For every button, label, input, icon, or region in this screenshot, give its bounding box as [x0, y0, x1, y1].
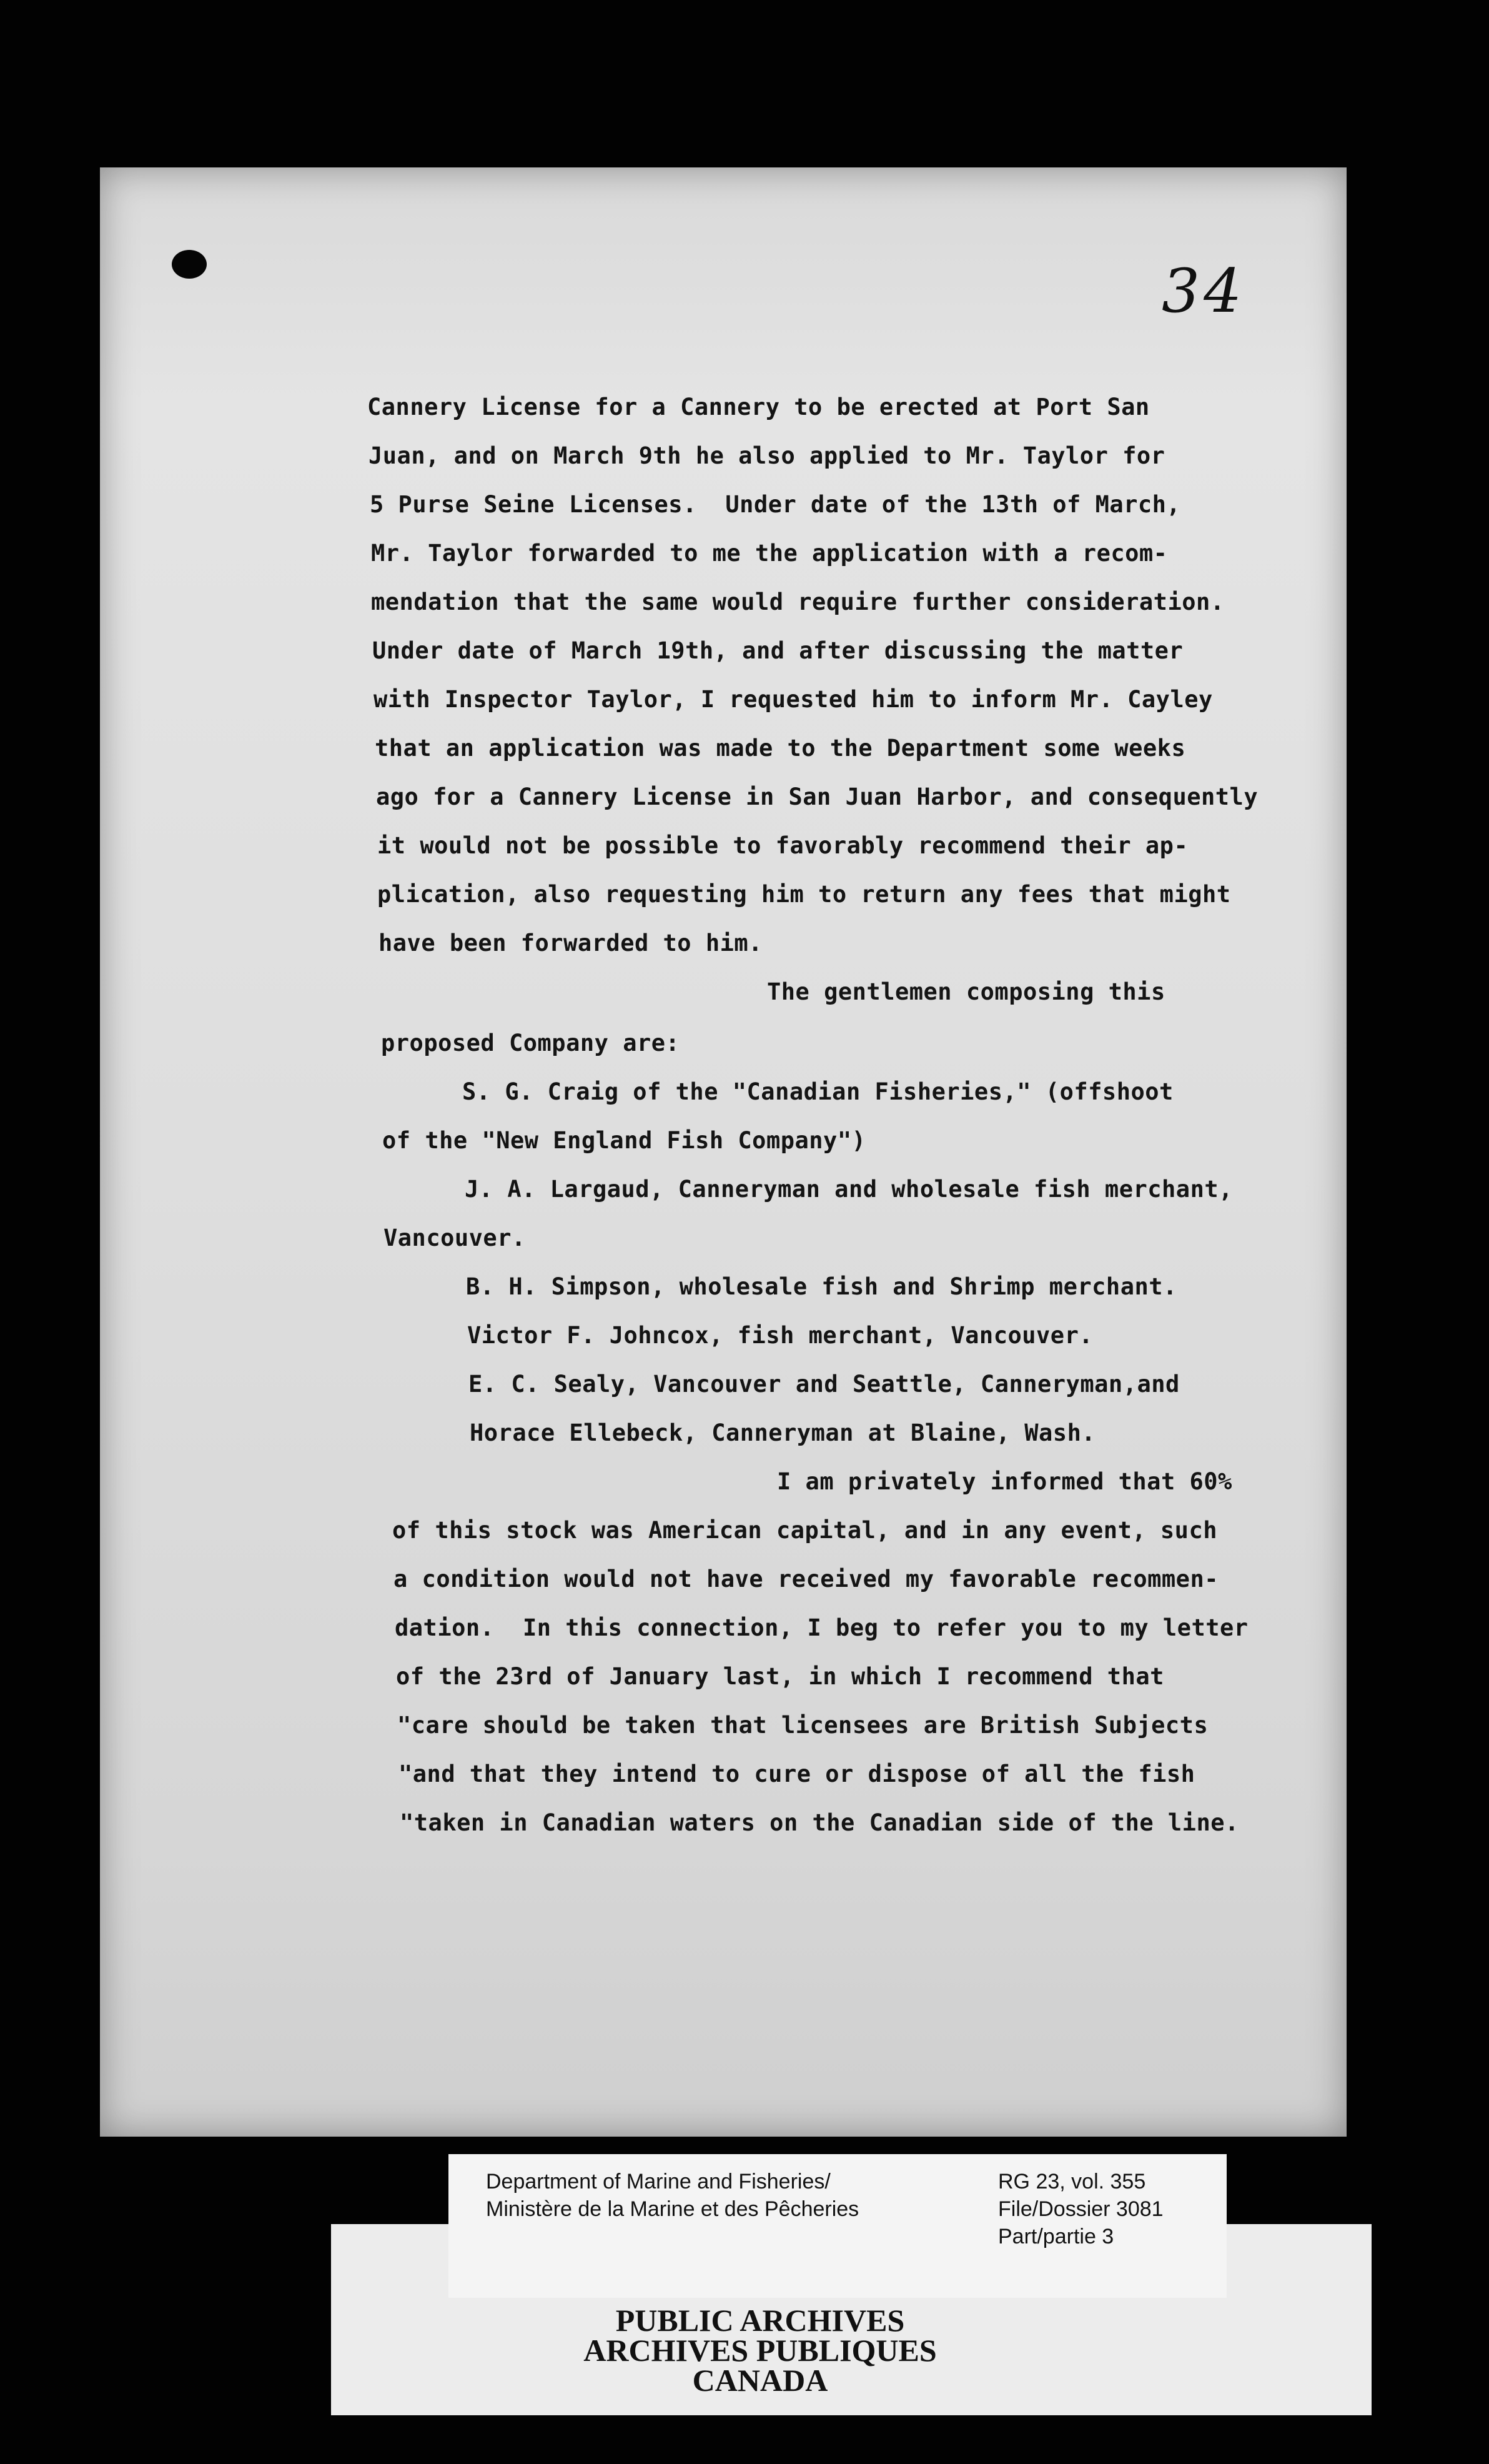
- body-line: a condition would not have received my favorable recommen-: [393, 1566, 1219, 1592]
- body-line: "care should be taken that licensees are British Subjects: [397, 1712, 1209, 1739]
- body-line: Victor F. Johncox, fish merchant, Vancouver.: [467, 1322, 1094, 1349]
- body-line: The gentlemen composing this: [767, 978, 1165, 1005]
- body-line: dation. In this connection, I beg to refer you to my letter: [395, 1614, 1249, 1641]
- body-line: it would not be possible to favorably recommend their ap-: [377, 832, 1189, 859]
- body-line: Mr. Taylor forwarded to me the application with a recom-: [371, 540, 1168, 567]
- part-number: Part/partie 3: [998, 2225, 1114, 2248]
- body-line: "taken in Canadian waters on the Canadian side of the line.: [400, 1809, 1239, 1836]
- body-line: Under date of March 19th, and after discussing the matter: [372, 637, 1184, 664]
- body-line: that an application was made to the Department some weeks: [375, 735, 1186, 762]
- department-english: Department of Marine and Fisheries/: [486, 2170, 831, 2193]
- body-line: of the 23rd of January last, in which I recommend that: [396, 1663, 1164, 1690]
- handwritten-page-number: 34: [1162, 256, 1246, 326]
- body-line: E. C. Sealy, Vancouver and Seattle, Canneryman,and: [468, 1371, 1180, 1398]
- body-line: of the "New England Fish Company"): [382, 1127, 866, 1154]
- body-line: Cannery License for a Cannery to be erected at Port San: [367, 394, 1150, 420]
- body-line: Vancouver.: [383, 1225, 526, 1251]
- body-line: ago for a Cannery License in San Juan Harbor, and consequently: [376, 783, 1259, 810]
- archive-label-reference: [998, 2168, 1164, 2250]
- body-line: with Inspector Taylor, I requested him to inform Mr. Cayley: [373, 686, 1213, 713]
- body-line: I am privately informed that 60%: [777, 1468, 1232, 1495]
- public-archives-stamp: [0, 2303, 1489, 2398]
- body-line: of this stock was American capital, and in any event, such: [392, 1517, 1218, 1544]
- body-line: mendation that the same would require further consideration.: [371, 589, 1225, 615]
- body-line: S. G. Craig of the "Canadian Fisheries," (offshoot: [462, 1078, 1174, 1105]
- stamp-line-1: PUBLIC ARCHIVES: [615, 2303, 905, 2338]
- body-line: J. A. Largaud, Canneryman and wholesale fish merchant,: [465, 1176, 1233, 1203]
- department-french: Ministère de la Marine et des Pêcheries: [486, 2197, 859, 2221]
- archive-label-department: [486, 2168, 859, 2223]
- body-line: 5 Purse Seine Licenses. Under date of the 13th of March,: [370, 491, 1181, 518]
- stamp-line-3: CANADA: [692, 2363, 828, 2398]
- body-line: "and that they intend to cure or dispose of all the fish: [398, 1761, 1195, 1787]
- body-line: Horace Ellebeck, Canneryman at Blaine, Wash.: [470, 1419, 1096, 1446]
- body-line: proposed Company are:: [381, 1030, 680, 1056]
- body-line: Juan, and on March 9th he also applied to Mr. Taylor for: [369, 442, 1165, 469]
- body-line: plication, also requesting him to return any fees that might: [377, 881, 1231, 908]
- body-line: B. H. Simpson, wholesale fish and Shrimp merchant.: [466, 1273, 1177, 1300]
- body-line: have been forwarded to him.: [378, 930, 763, 956]
- stamp-line-2: ARCHIVES PUBLIQUES: [583, 2333, 937, 2368]
- file-number: File/Dossier 3081: [998, 2197, 1164, 2221]
- record-group: RG 23, vol. 355: [998, 2170, 1146, 2193]
